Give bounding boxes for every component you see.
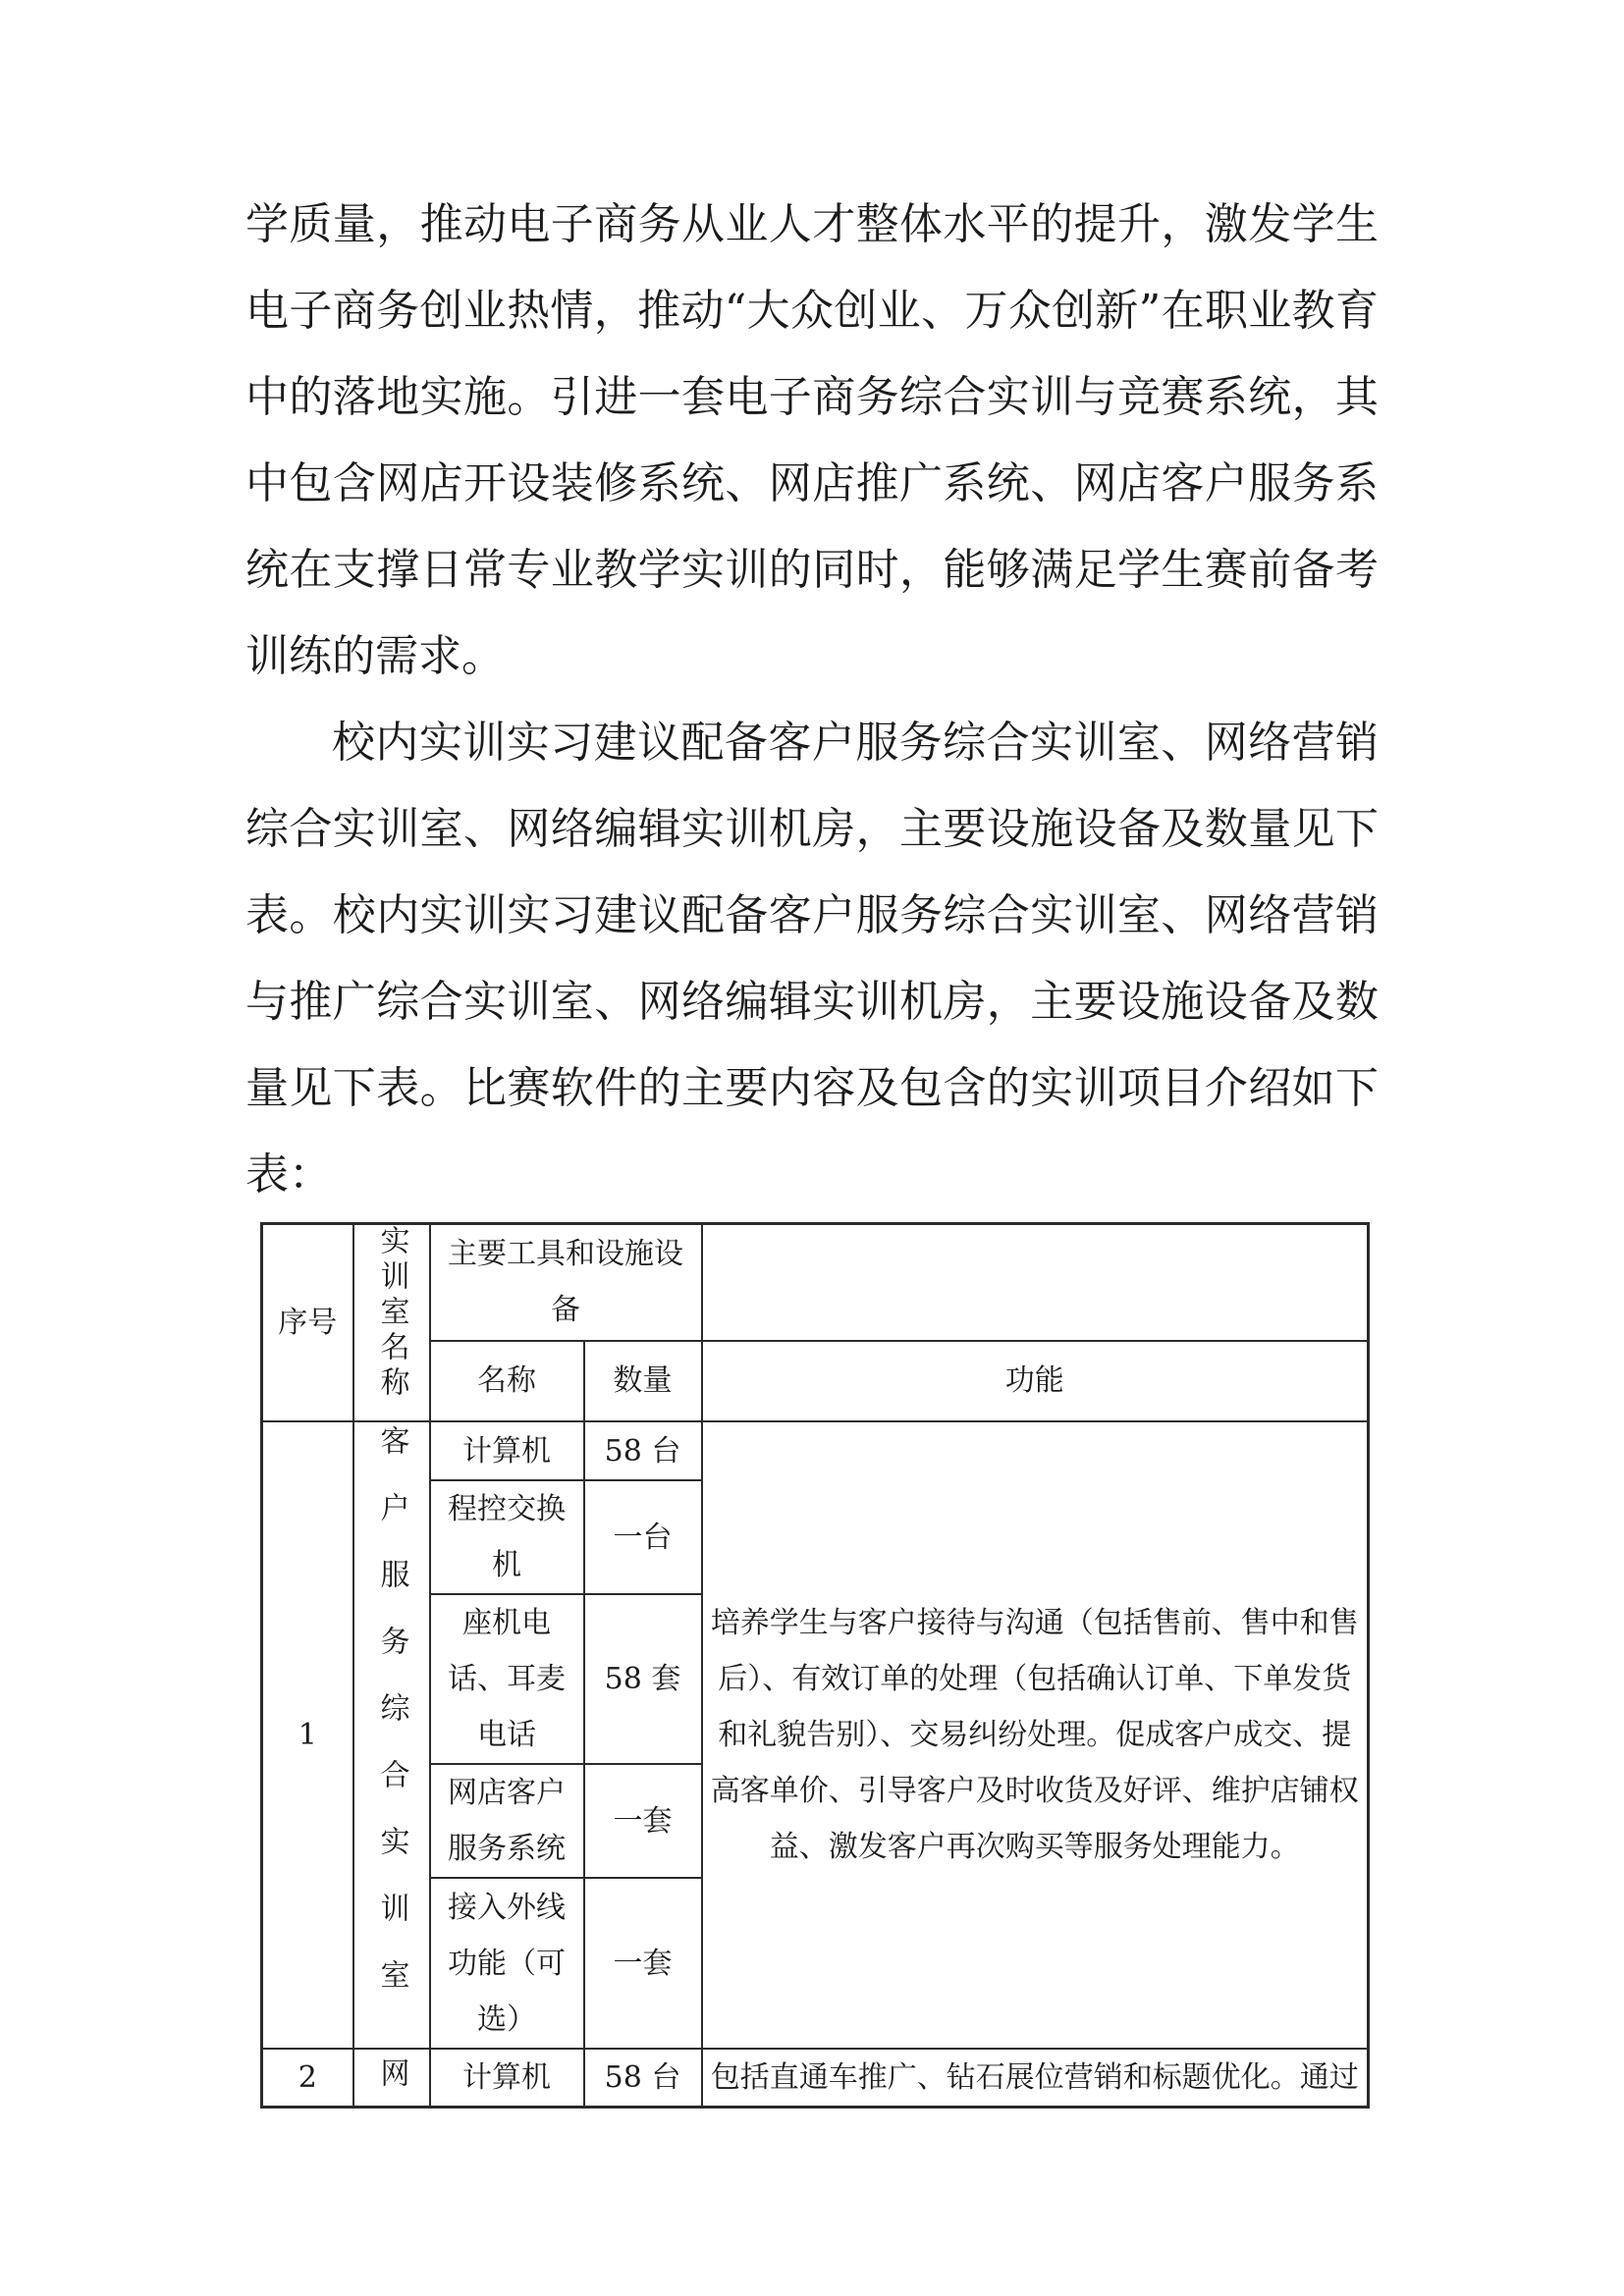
row1-equip4-qty: 一套	[584, 1764, 702, 1878]
table-row-1-equipment-1	[262, 1421, 1369, 1480]
header-name: 名称	[430, 1341, 584, 1421]
row1-equip4-name: 网店客户服务系统	[430, 1764, 584, 1878]
paragraph-2: 校内实训实习建议配备客户服务综合实训室、网络营销综合实训室、网络编辑实训机房，主要设施设备及数量见下表。校内实训实习建议配备客户服务综合实训室、网络营销与推广综合实训室、网络编辑实训机房，主要设施设备及数量见下表。比赛软件的主要内容及包含的实训项目介绍如下表：	[245, 718, 1379, 1200]
row2-room	[353, 2049, 430, 2108]
row2-room-label: 网	[374, 2057, 409, 2087]
row2-equip1-name: 计算机	[430, 2049, 584, 2108]
paragraph-1: 学质量，推动电子商务从业人才整体水平的提升，激发学生电子商务创业热情，推动“大众创业、万众创新”在职业教育中的落地实施。引进一套电子商务综合实训与竞赛系统，其中包含网店开设装修系统、网店推广系统、网店客户服务系统在支撑日常专业教学实训的同时，能够满足学生赛前备考训练的需求。	[245, 199, 1379, 681]
row2-seq: 2	[262, 2049, 353, 2108]
row1-equip1-qty: 58 台	[584, 1421, 702, 1480]
row1-function: 培养学生与客户接待与沟通（包括售前、售中和售后）、有效订单的处理（包括确认订单、下单发货和礼貌告别）、交易纠纷处理。促成客户成交、提高客单价、引导客户及时收货及好评、维护店铺权益、激发客户再次购买等服务处理能力。	[702, 1421, 1369, 2049]
row1-equip5-name: 接入外线功能（可选）	[430, 1878, 584, 2049]
facility-equipment-table	[260, 1222, 1370, 2109]
header-qty: 数量	[584, 1341, 702, 1421]
header-empty	[702, 1224, 1369, 1341]
row1-room	[353, 1421, 430, 2049]
header-seq: 序号	[262, 1224, 353, 1422]
header-room	[353, 1224, 430, 1422]
row1-equip3-name: 座机电话、耳麦电话	[430, 1594, 584, 1764]
row1-equip2-name: 程控交换机	[430, 1480, 584, 1594]
header-func: 功能	[702, 1341, 1369, 1421]
table-row-2	[262, 2049, 1369, 2108]
row1-seq: 1	[262, 1421, 353, 2049]
row1-equip2-qty: 一台	[584, 1480, 702, 1594]
row1-equip3-qty: 58 套	[584, 1594, 702, 1764]
row1-equip1-name: 计算机	[430, 1421, 584, 1480]
document-content	[245, 182, 1379, 2109]
table-header-row-1	[262, 1224, 1369, 1341]
row2-equip1-qty: 58 台	[584, 2049, 702, 2108]
header-room-label: 实训室名称	[374, 1225, 409, 1402]
row2-function: 包括直通车推广、钻石展位营销和标题优化。通过	[702, 2049, 1369, 2108]
row1-room-label: 客户服务综合实训室	[374, 1425, 409, 2026]
row1-equip5-qty: 一套	[584, 1878, 702, 2049]
header-tools: 主要工具和设施设备	[430, 1224, 702, 1341]
